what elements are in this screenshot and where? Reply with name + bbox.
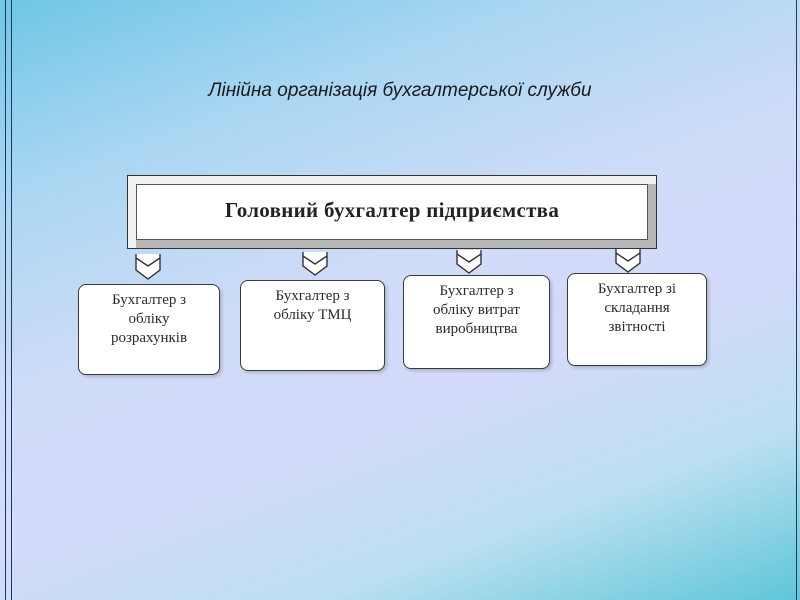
accountant-settlements-box [78,284,220,375]
accountant-production-costs-label: Бухгалтер з обліку витрат виробництва [433,283,520,337]
accountant-production-costs-box [403,275,550,369]
chief-accountant-box [127,175,657,249]
connector-1 [134,252,162,282]
slide-title: Лінійна організація бухгалтерської служби [208,80,592,101]
connector-4 [614,247,642,275]
accountant-reporting-box [567,273,707,366]
chief-accountant-label: Головний бухгалтер підприємства [224,198,560,222]
accountant-settlements-label: Бухгалтер з обліку розрахунків [110,292,188,346]
accountant-inventory-box [240,280,385,371]
accountant-inventory-label: Бухгалтер з обліку ТМЦ [273,288,352,323]
accountant-reporting-label: Бухгалтер зі складання звітності [597,281,677,335]
connector-3 [455,248,483,276]
connector-2 [301,250,329,278]
